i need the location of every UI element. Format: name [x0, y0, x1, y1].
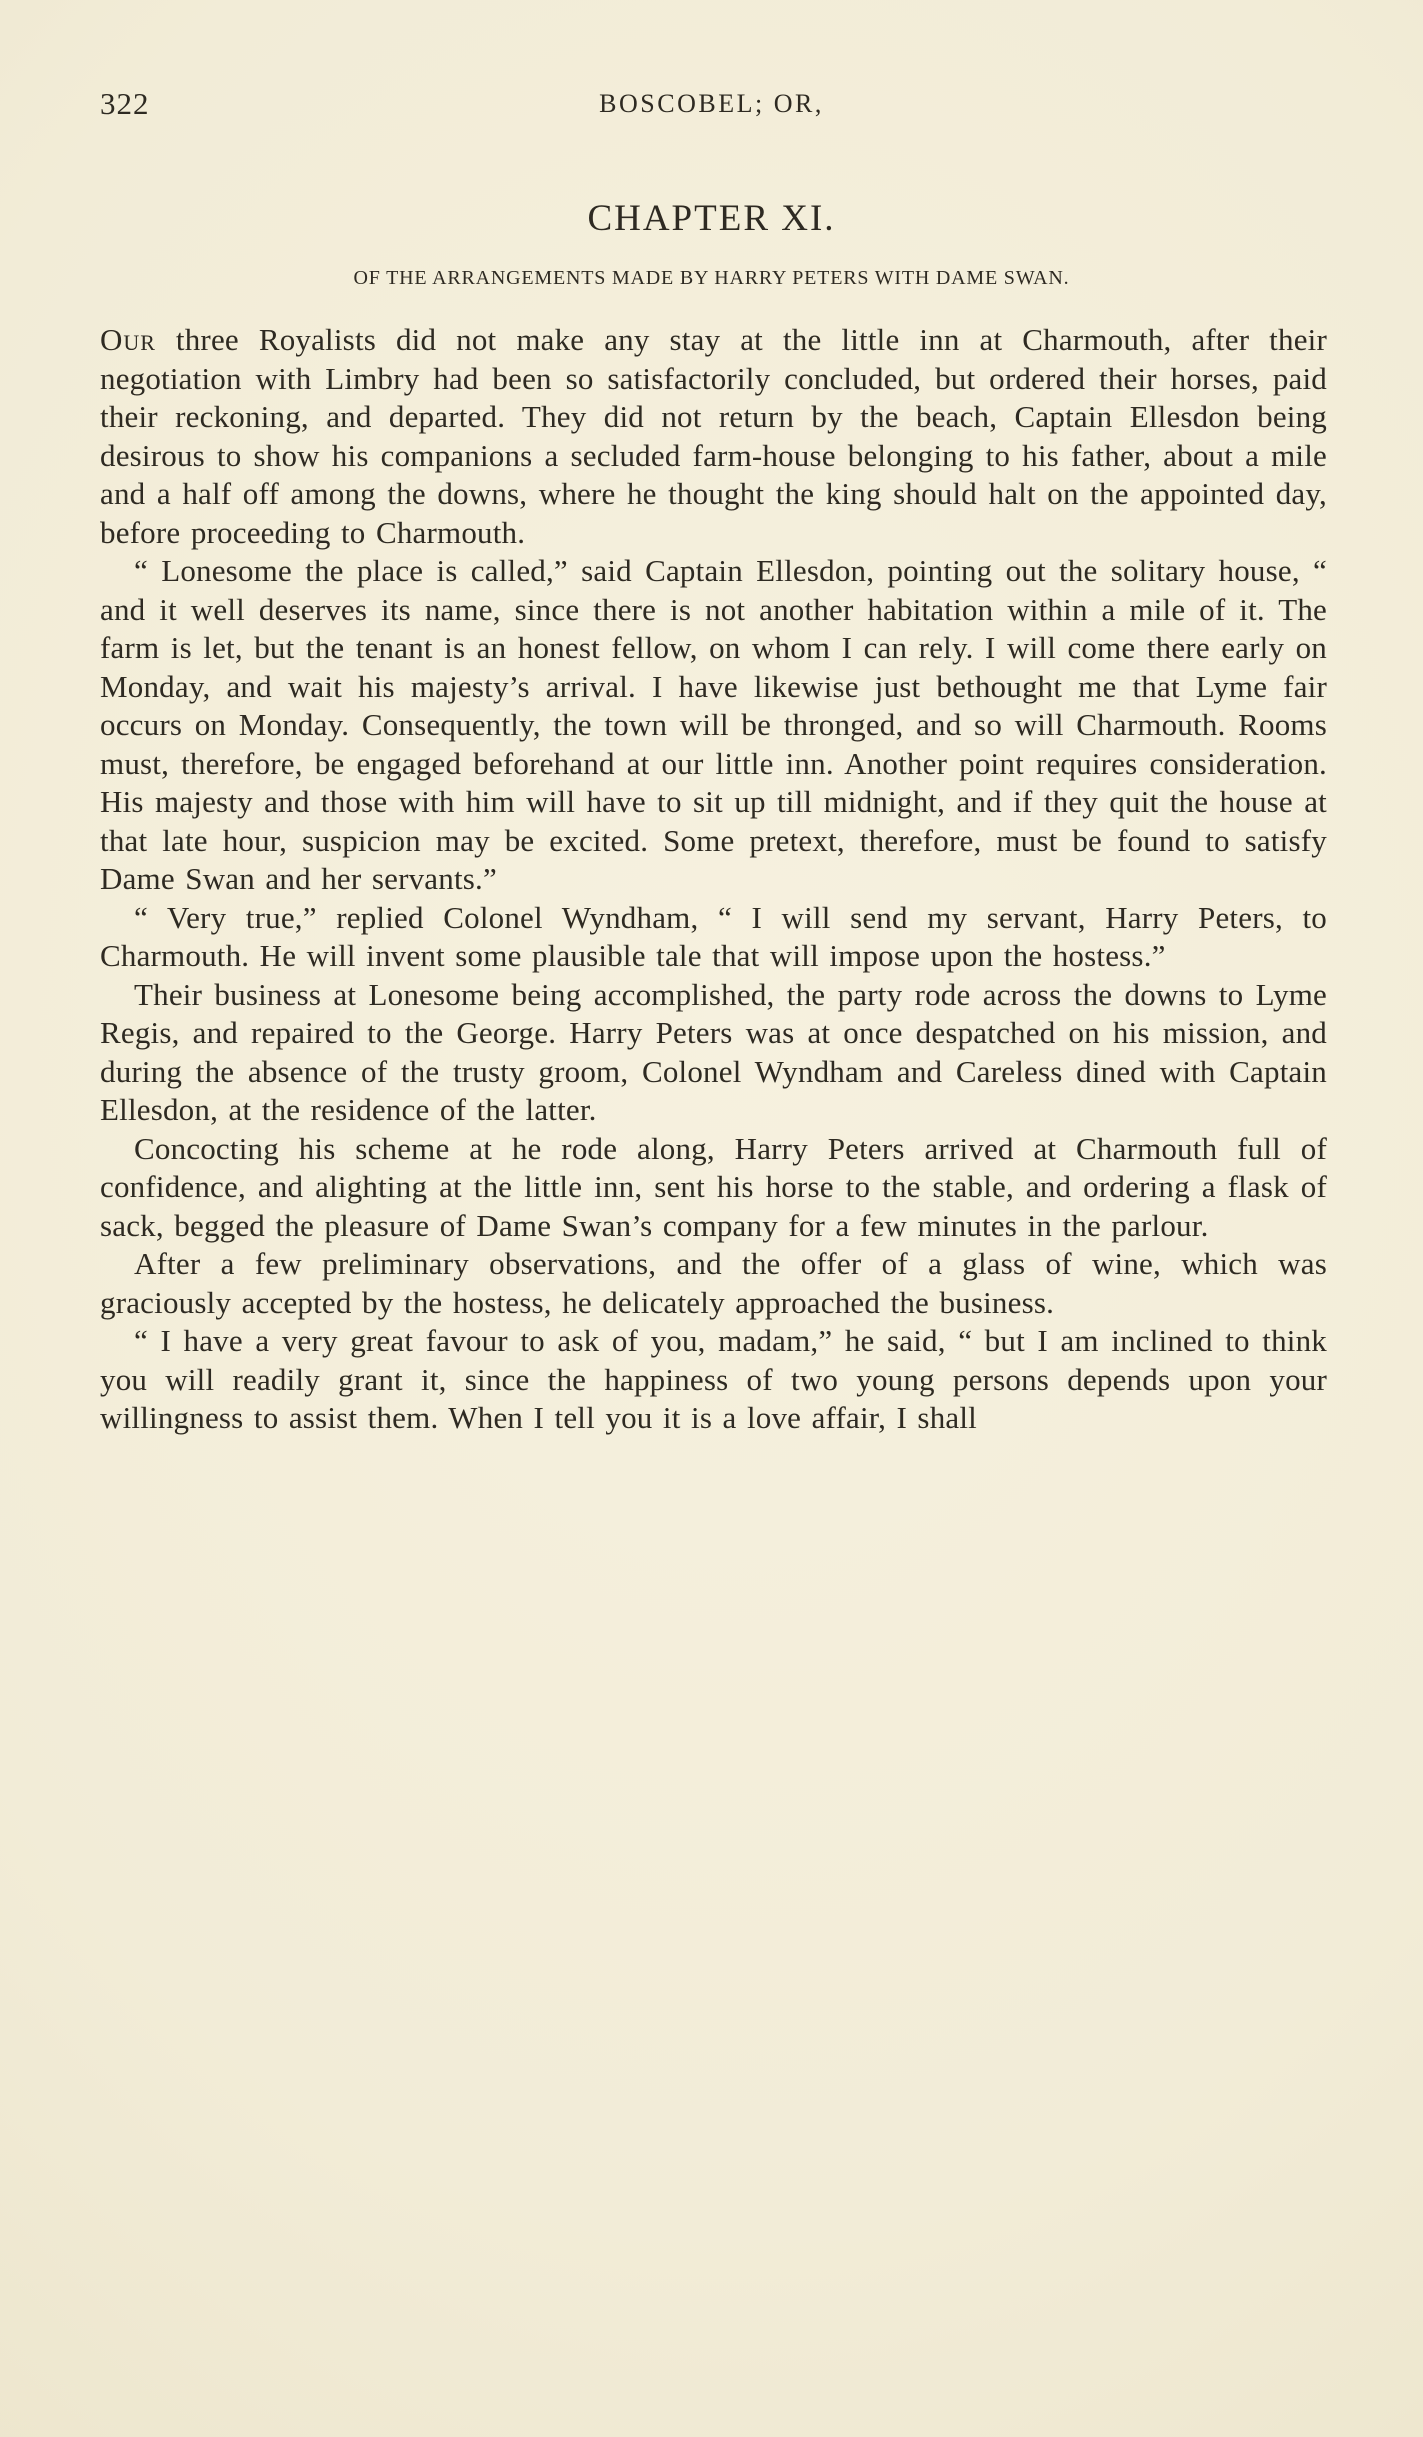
chapter-subtitle: OF THE ARRANGEMENTS MADE BY HARRY PETERS WITH DAME SWAN. [353, 267, 1070, 289]
paragraph: After a few preliminary observations, and the offer of a glass of wine, which was graciously accepted by the hostess, he delicately approached the business. [100, 1246, 1327, 1320]
paragraph: Our three Royalists did not make any stay at the little inn at Charmouth, after their negotiation with Limbry had been so satisfactorily concluded, but ordered their horses, paid their reckoning, and departed. They did not return by the beach, Captain Ellesdon being desirous to show his companions a secluded farm-house belonging to his father, about a mile and a half off among the downs, where he thought the king should halt on the appointed day, before proceeding to Charmouth. [100, 322, 1327, 550]
paragraph: Concocting his scheme at he rode along, Harry Peters arrived at Charmouth full of confidence, and alighting at the little inn, sent his horse to the stable, and ordering a flask of sack, begged the pleasure of Dame Swan’s company for a few minutes in the parlour. [100, 1130, 1327, 1243]
paragraph: “ Lonesome the place is called,” said Captain Ellesdon, pointing out the solitary house, “ and it well deserves its name, since there is not another habitation within a mile of it. The farm is let, but the tenant is an honest fellow, on whom I can rely. I will come there early on Monday, and wait his majesty’s arrival. I have likewise just bethought me that Lyme fair occurs on Monday. Consequently, the town will be thronged, and so will Charmouth. Rooms must, therefore, be engaged beforehand at our little inn. Another point requires consideration. His majesty and those with him will have to sit up till midnight, and if they quit the house at that late hour, suspicion may be excited. Some pretext, therefore, must be found to satisfy Dame Swan and her servants.” [100, 553, 1327, 896]
lead-word: Our [100, 322, 156, 357]
running-header-title: BOSCOBEL; OR, [599, 89, 824, 118]
paragraph: Their business at Lonesome being accomplished, the party rode across the downs to Lyme Regis, and repaired to the George. Harry Peters was at once despatched on his mission, and during the absence of the trusty groom, Colonel Wyndham and Careless dined with Captain Ellesdon, at the residence of the latter. [100, 976, 1327, 1127]
paragraph: “ Very true,” replied Colonel Wyndham, “ I will send my servant, Harry Peters, to Charmouth. He will invent some plausible tale that will impose upon the hostess.” [100, 899, 1327, 973]
chapter-title: CHAPTER XI. [587, 198, 836, 239]
body-text [0, 321, 1423, 1438]
paragraph: “ I have a very great favour to ask of you, madam,” he said, “ but I am inclined to think you will readily grant it, since the happiness of two young persons depends upon your willingness to assist them. When I tell you it is a love affair, I shall [100, 1323, 1327, 1435]
page-number: 322 [100, 86, 150, 121]
running-head [0, 86, 1423, 126]
